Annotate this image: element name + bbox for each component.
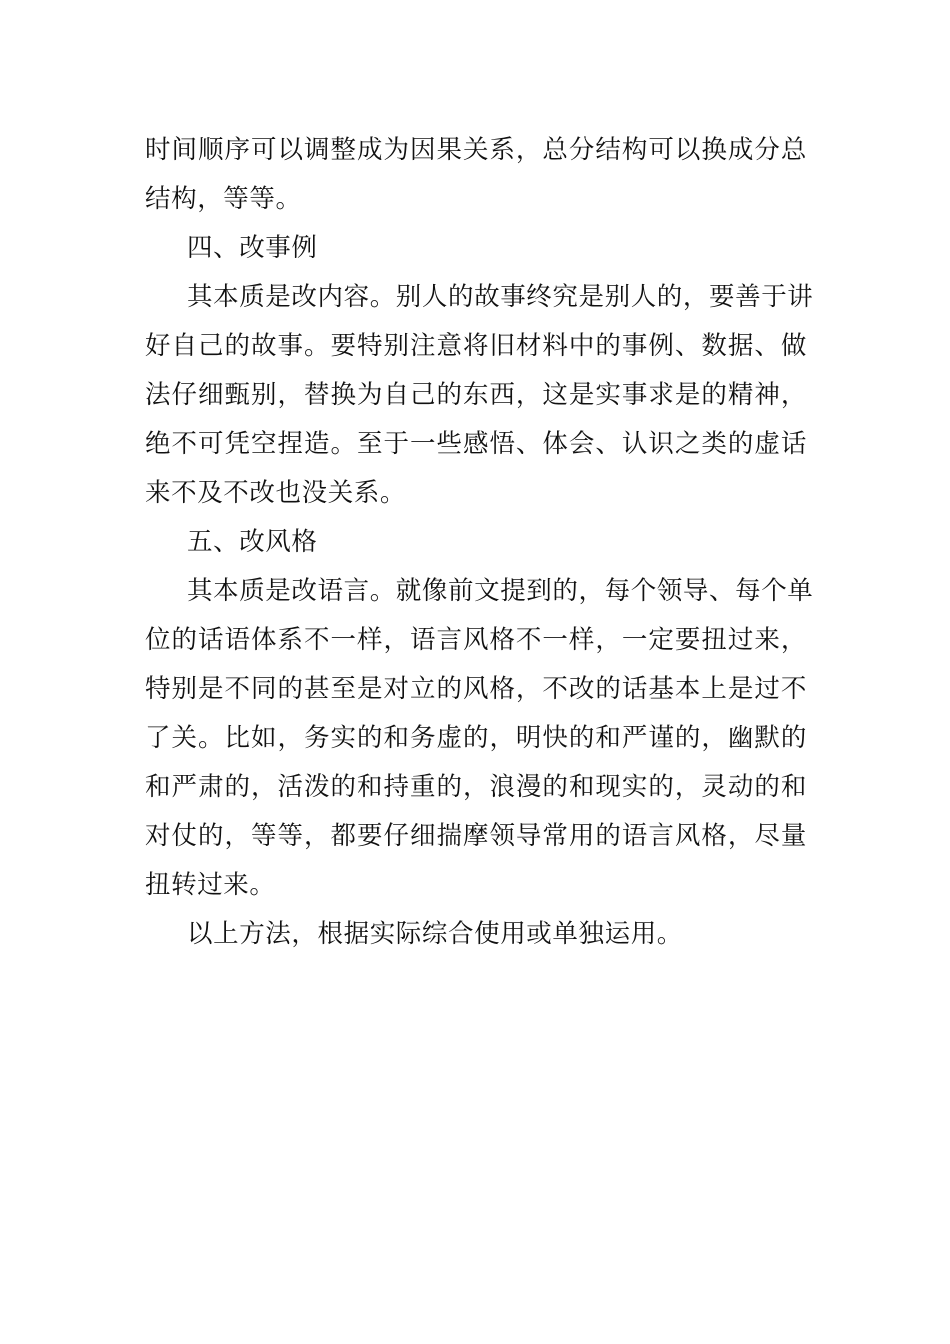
text-line: 特别是不同的甚至是对立的风格，不改的话基本上是过不 (145, 674, 807, 704)
text-line: 绝不可凭空捏造。至于一些感悟、体会、认识之类的虚话 (145, 429, 807, 459)
section-heading-five: 五、改风格 (187, 527, 318, 557)
text-line: 其本质是改语言。就像前文提到的，每个领导、每个单 (187, 576, 814, 606)
text-line: 位的话语体系不一样，语言风格不一样，一定要扭过来， (145, 625, 807, 655)
text-line: 和严肃的，活泼的和持重的，浪漫的和现实的，灵动的和 (145, 772, 807, 802)
text-line: 来不及不改也没关系。 (145, 478, 407, 508)
text-line: 法仔细甄别，替换为自己的东西，这是实事求是的精神， (145, 380, 807, 410)
body-text (145, 126, 814, 959)
text-line: 好自己的故事。要特别注意将旧材料中的事例、数据、做 (145, 331, 807, 361)
text-line: 扭转过来。 (145, 870, 276, 900)
text-line: 结构，等等。 (145, 184, 302, 214)
closing-line: 以上方法，根据实际综合使用或单独运用。 (187, 919, 683, 949)
section-heading-four: 四、改事例 (187, 233, 318, 263)
text-line: 时间顺序可以调整成为因果关系，总分结构可以换成分总 (145, 135, 807, 165)
text-line: 对仗的，等等，都要仔细揣摩领导常用的语言风格，尽量 (145, 821, 807, 851)
text-line: 其本质是改内容。别人的故事终究是别人的，要善于讲 (187, 282, 814, 312)
text-line: 了关。比如，务实的和务虚的，明快的和严谨的，幽默的 (145, 723, 807, 753)
